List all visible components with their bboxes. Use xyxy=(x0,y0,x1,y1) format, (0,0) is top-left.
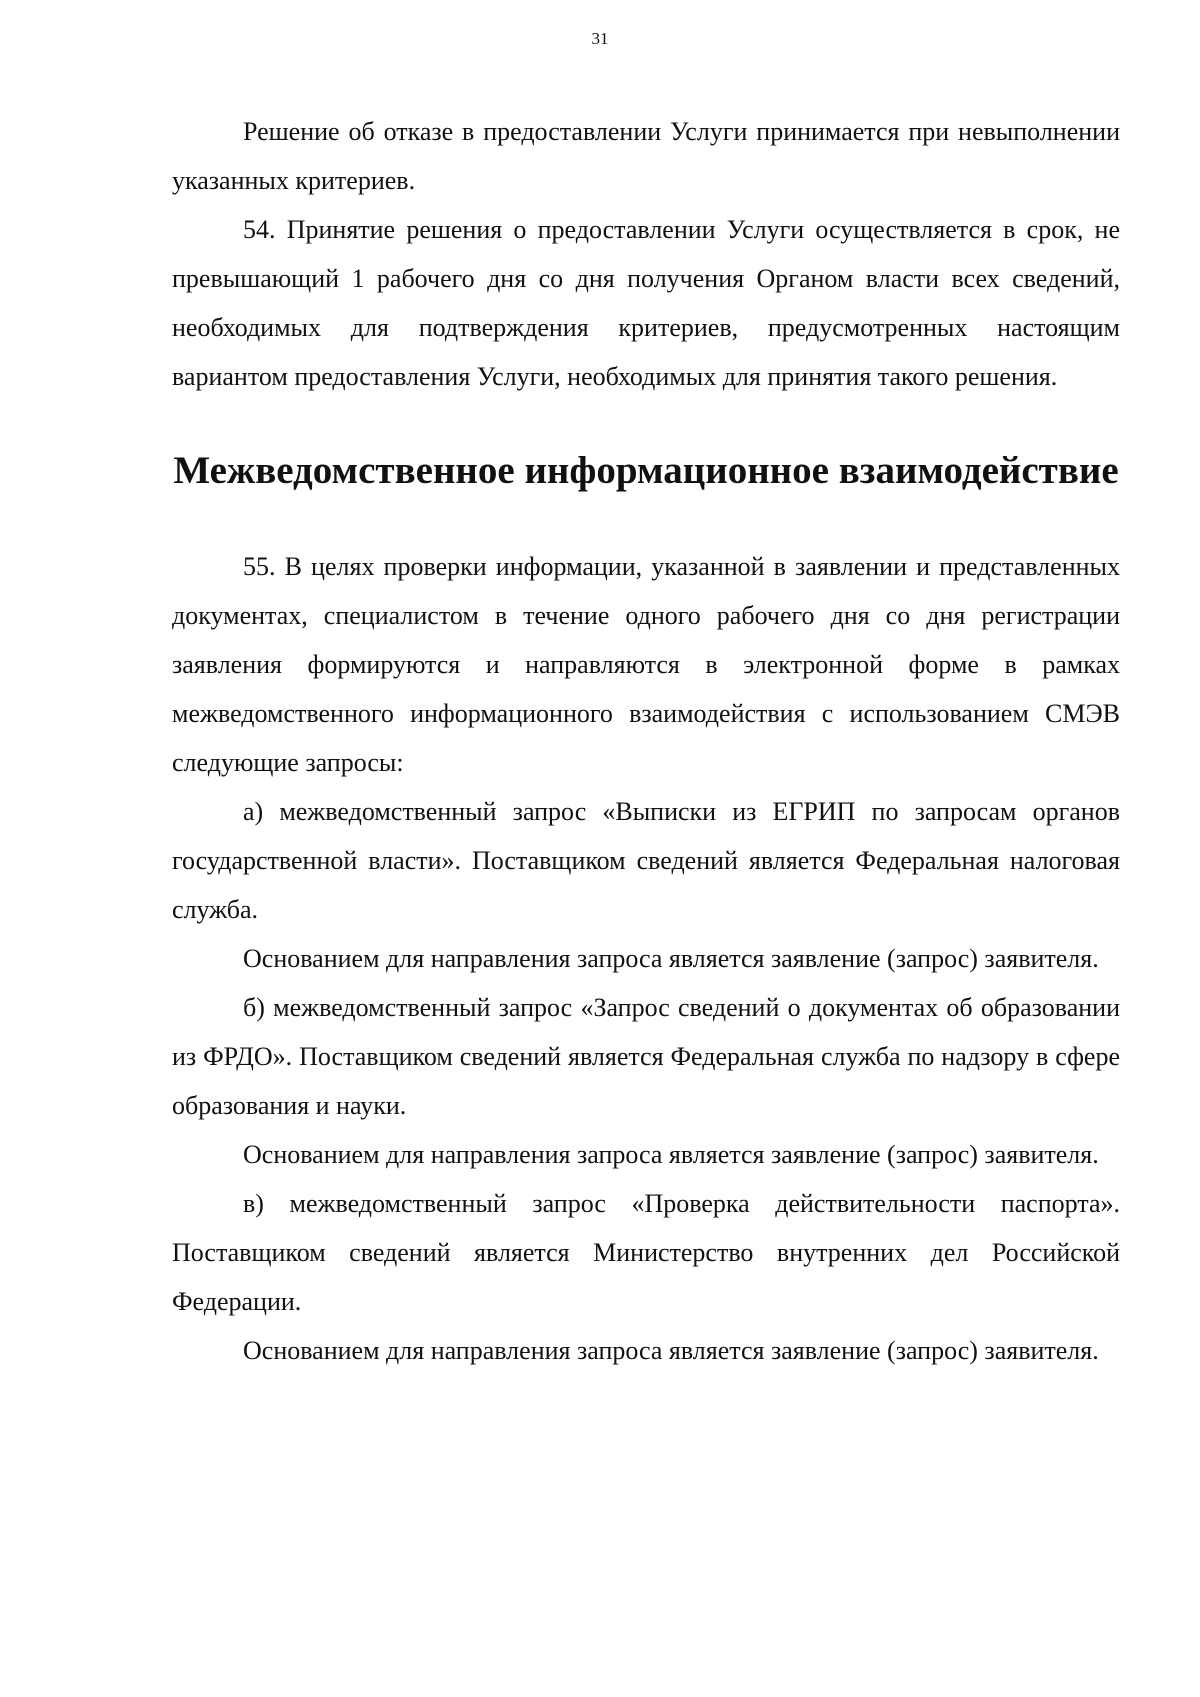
paragraph-basis-b: Основанием для направления запроса является заявление (запрос) заявителя. xyxy=(243,1140,1099,1169)
paragraph-request-a: а) межведомственный запрос «Выписки из ЕГРИП по запросам органов государственной власти». Поставщиком сведений является Федеральная налоговая служба. xyxy=(172,797,1120,924)
section-content xyxy=(172,542,1120,1375)
paragraph-54-decision-term: 54. Принятие решения о предоставлении Услуги осуществляется в срок, не превышающий 1 рабочего дня со дня получения Органом власти всех сведений, необходимых для подтверждения критериев, предусмотренных настоящим вариантом предоставления Услуги, необходимых для принятия такого решения. xyxy=(172,215,1120,391)
paragraph-request-c: в) межведомственный запрос «Проверка действительности паспорта». Поставщиком сведений является Министерство внутренних дел Российской Федерации. xyxy=(172,1189,1120,1316)
paragraph-refusal-decision: Решение об отказе в предоставлении Услуги принимается при невыполнении указанных критериев. xyxy=(172,117,1120,195)
paragraph-55-requests: 55. В целях проверки информации, указанной в заявлении и представленных документах, специалистом в течение одного рабочего дня со дня регистрации заявления формируются и направляются в электронной форме в рамках межведомственного информационного взаимодействия с использованием СМЭВ следующие запросы: xyxy=(172,552,1120,777)
page-number: 31 xyxy=(591,29,609,48)
paragraph-request-b: б) межведомственный запрос «Запрос сведений о документах об образовании из ФРДО». Поставщиком сведений является Федеральная служба по надзору в сфере образования и науки. xyxy=(172,993,1120,1120)
paragraph-basis-c: Основанием для направления запроса является заявление (запрос) заявителя. xyxy=(243,1336,1099,1365)
paragraph-basis-a: Основанием для направления запроса является заявление (запрос) заявителя. xyxy=(243,944,1099,973)
document-body xyxy=(172,107,1120,1375)
section-heading: Межведомственное информационное взаимодействие xyxy=(173,449,1119,492)
